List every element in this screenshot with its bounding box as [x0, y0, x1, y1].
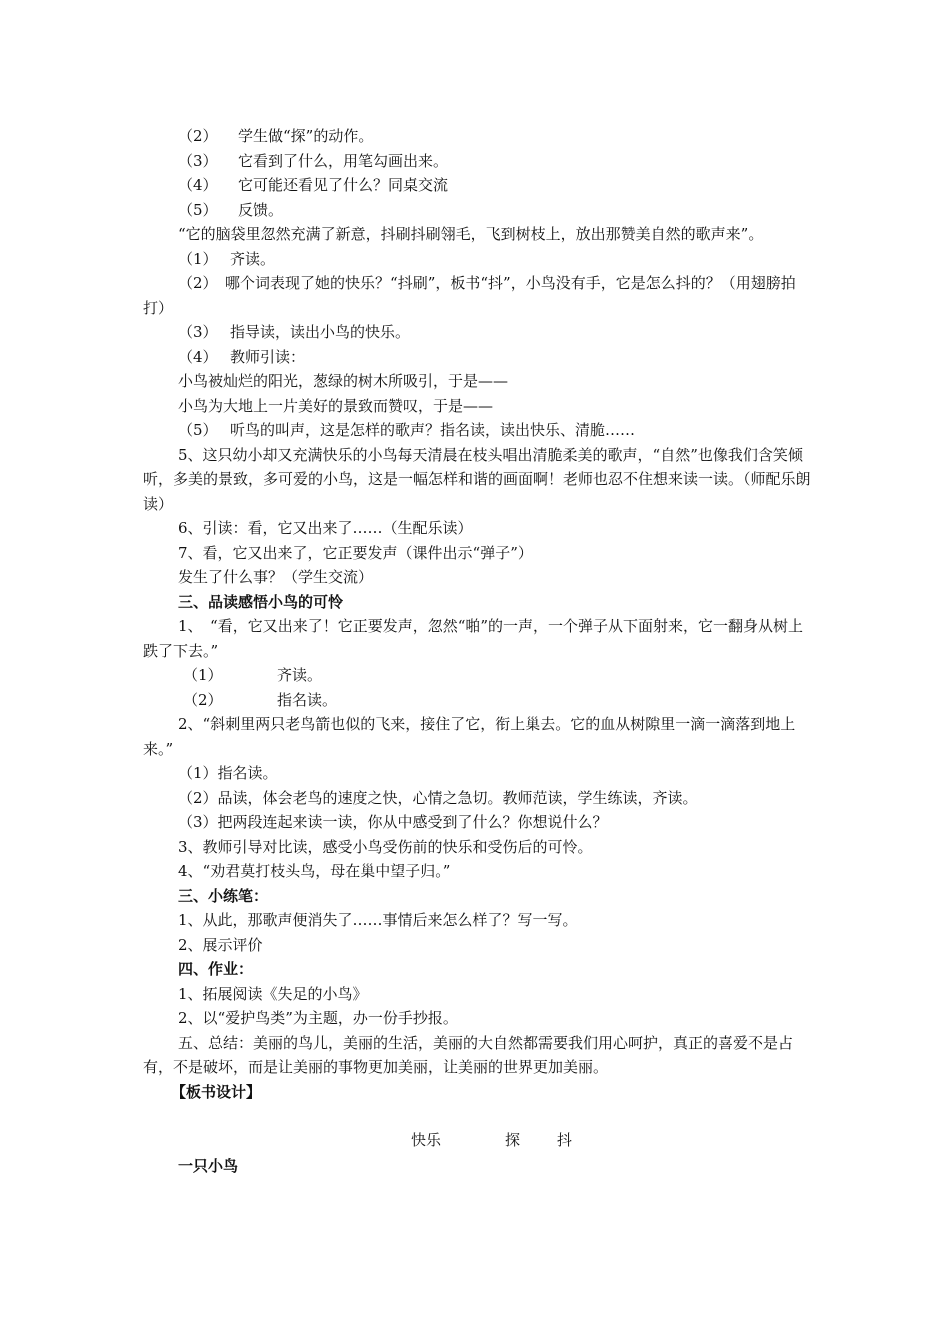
list-item: （1） 齐读。	[178, 249, 276, 268]
board-word: 探	[505, 1131, 521, 1149]
section-heading: 三、小练笔：	[178, 886, 269, 905]
board-title: 一只小鸟	[178, 1157, 239, 1175]
board-word: 快乐	[411, 1131, 442, 1149]
list-item: 1、拓展阅读《失足的小鸟》	[178, 984, 368, 1003]
quote-paragraph: “它的脑袋里忽然充满了新意，抖刷抖刷翎毛，飞到树枝上，放出那赞美自然的歌声来”。	[178, 225, 764, 243]
list-item: （3） 指导读，读出小鸟的快乐。	[178, 323, 411, 341]
list-item: （2） 指名读。	[183, 690, 338, 709]
board-words	[143, 1128, 815, 1154]
list-item: （3）把两段连起来读一读，你从中感受到了什么？你想说什么？	[178, 813, 608, 831]
list-item: （1） 齐读。	[183, 666, 323, 684]
paragraph: 6、引读：看，它又出来了……（生配乐读）	[178, 519, 473, 537]
list-item: （2）品读，体会老鸟的速度之快，心情之急切。教师范读，学生练读，齐读。	[178, 788, 698, 807]
list-item: （5） 听鸟的叫声，这是怎样的歌声？指名读，读出快乐、清脆……	[178, 421, 636, 439]
list-item: 2、以“爱护鸟类”为主题，办一份手抄报。	[178, 1009, 458, 1027]
paragraph: 3、教师引导对比读，感受小鸟受伤前的快乐和受伤后的可怜。	[178, 837, 593, 856]
section-heading: 三、品读感悟小鸟的可怜	[178, 592, 344, 611]
list-item: （5） 反馈。	[178, 200, 284, 219]
list-item: （1）指名读。	[178, 764, 278, 782]
paragraph: 4、“劝君莫打枝头鸟，母在巢中望子归。”	[178, 862, 451, 880]
list-item: 2、展示评价	[178, 935, 263, 954]
board-word: 抖	[557, 1131, 573, 1149]
list-item: 1、从此，那歌声便消失了……事情后来怎么样了？写一写。	[178, 911, 578, 929]
paragraph: 五、总结：美丽的鸟儿，美丽的生活，美丽的大自然都需要我们用心呵护，真正的喜爱不是占有，不是破坏，而是让美丽的事物更加美丽，让美丽的世界更加美丽。	[143, 1033, 794, 1076]
paragraph: 7、看，它又出来了，它正要发声（课件出示“弹子”）	[178, 543, 533, 562]
paragraph: 5、这只幼小却又充满快乐的小鸟每天清晨在枝头唱出清脆柔美的歌声，“自然”也像我们含笑倾听，多美的景致，多可爱的小鸟，这是一幅怎样和谐的画面啊！老师也忍不住想来读一读。（师配乐朗读）	[143, 445, 811, 513]
list-item: （4） 它可能还看见了什么？同桌交流	[178, 176, 449, 194]
board-design-heading: 【板书设计】	[171, 1082, 262, 1101]
lead-reading: 小鸟为大地上一片美好的景致而赞叹，于是——	[178, 396, 494, 415]
paragraph: 2、“斜刺里两只老鸟箭也似的飞来，接住了它，衔上巢去。它的血从树隙里一滴一滴落到地上来。”	[143, 715, 796, 758]
list-item: （2） 哪个词表现了她的快乐？“抖刷”，板书“抖”，小鸟没有手，它是怎么抖的？（用翅膀拍打）	[143, 274, 796, 317]
paragraph: 发生了什么事？（学生交流）	[178, 568, 374, 586]
list-item: （2） 学生做“探”的动作。	[178, 127, 374, 145]
list-item: （3） 它看到了什么，用笔勾画出来。	[178, 151, 449, 170]
document-body	[143, 124, 815, 1179]
section-heading: 四、作业：	[178, 960, 254, 978]
list-item: （4） 教师引读：	[178, 347, 306, 366]
paragraph: 1、 “看，它又出来了！它正要发声，忽然“啪”的一声，一个弹子从下面射来，它一翻身从树上跌了下去。”	[143, 617, 804, 660]
lead-reading: 小鸟被灿烂的阳光，葱绿的树木所吸引，于是——	[178, 372, 509, 390]
